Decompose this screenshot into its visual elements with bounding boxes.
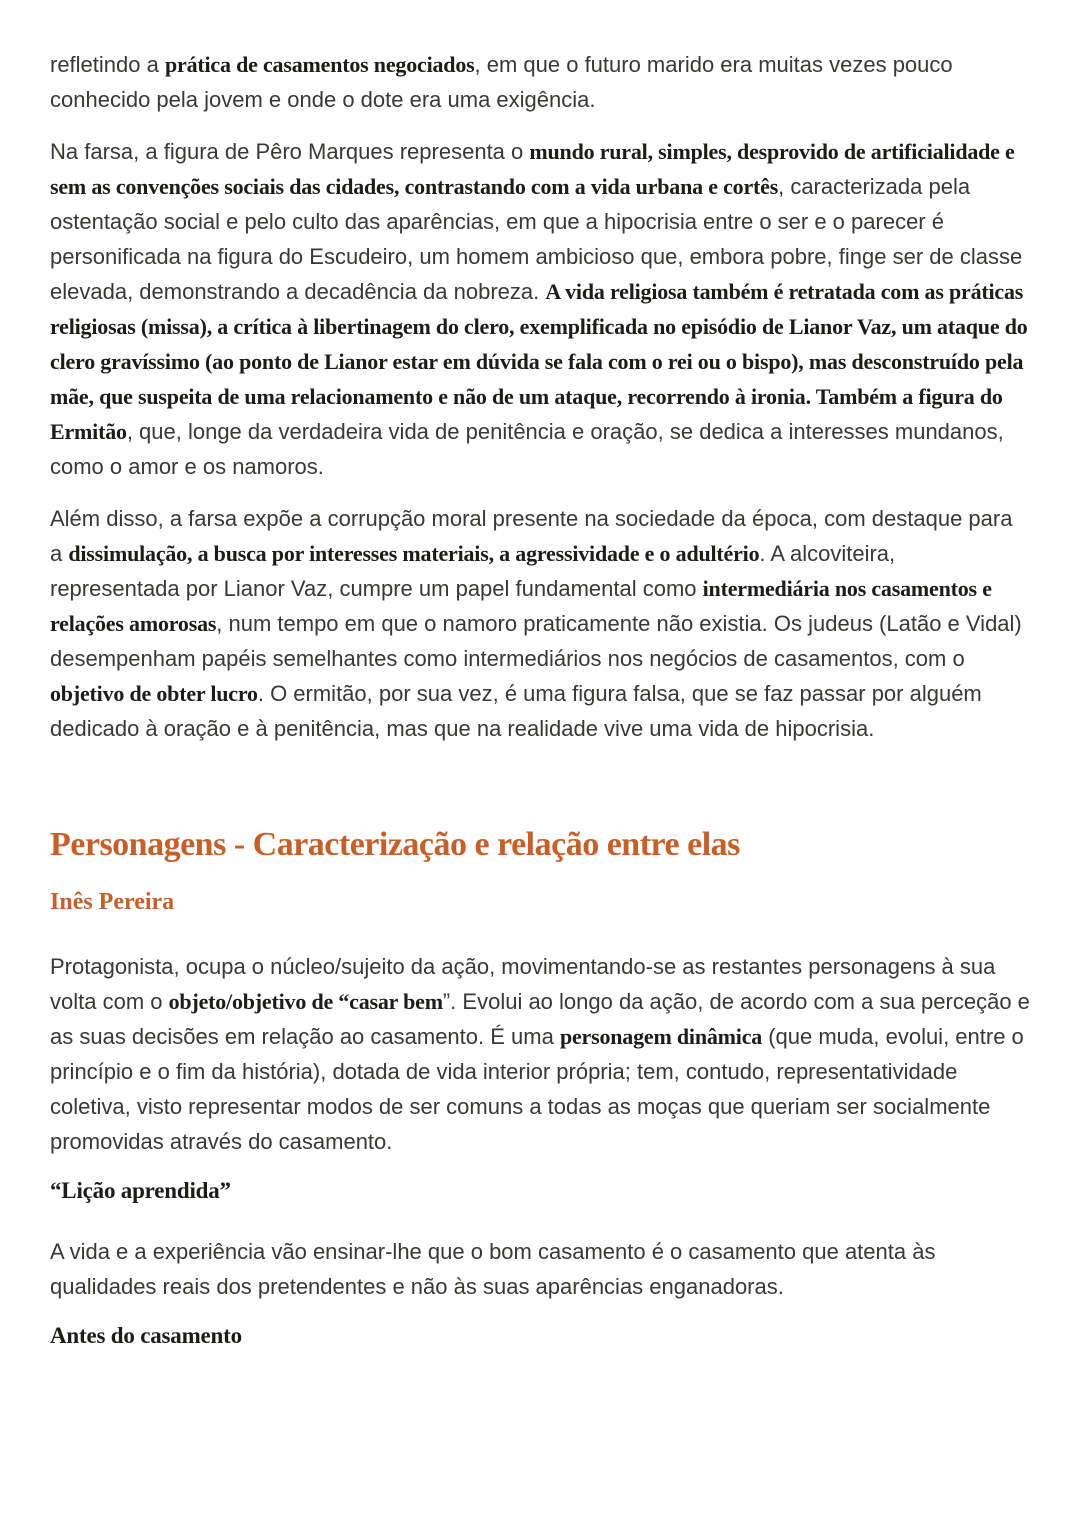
text-run: (que muda, evolui, entre o princípio e o fim da história), dotada de vida interior própria; tem, contudo, representatividade coletiva, visto representar modos de ser comuns a todas as moças que queriam ser socialmente promovidas através do casamento. [50, 1024, 1024, 1154]
text-run: Protagonista, ocupa o núcleo/sujeito da ação, movimentando-se as restantes personagens à sua volta com o [50, 954, 996, 1014]
bold-text-run: prática de casamentos negociados [164, 52, 475, 77]
text-run: , num tempo em que o namoro praticamente não existia. Os judeus (Latão e Vidal) desempenham papéis semelhantes como intermediários nos negócios de casamentos, com o [50, 611, 1022, 671]
bold-text-run: intermediária nos casamentos e relações amorosas [50, 576, 992, 636]
paragraph-casamentos-negociados [50, 47, 1030, 117]
text-run: . O ermitão, por sua vez, é uma figura falsa, que se faz passar por alguém dedicado à oração e à penitência, mas que na realidade vive uma vida de hipocrisia. [50, 681, 982, 741]
text-run: , que, longe da verdadeira vida de penitência e oração, se dedica a interesses mundanos, como o amor e os namoros. [50, 419, 1004, 479]
subheading-ines-pereira: Inês Pereira [50, 889, 175, 915]
paragraph-licao-aprendida [50, 1234, 1030, 1304]
bold-text-run: dissimulação, a busca por interesses materiais, a agressividade e o adultério [68, 541, 760, 566]
text-run: A vida e a experiência vão ensinar-lhe que o bom casamento é o casamento que atenta às qualidades reais dos pretendentes e não às suas aparências enganadoras. [50, 1239, 936, 1299]
text-run: Na farsa, a figura de Pêro Marques representa o [50, 139, 530, 164]
paragraph-corrupcao-moral [50, 501, 1030, 746]
section-heading-personagens: Personagens - Caracterização e relação entre elas [50, 826, 740, 863]
bold-text-run: A vida religiosa também é retratada com as práticas religiosas (missa), a crítica à libertinagem do clero, exemplificada no episódio de Lianor Vaz, um ataque do clero gravíssimo (ao ponto de Lianor estar em dúvida se fala com o rei ou o bispo), mas desconstruído pela mãe, que suspeita de uma relacionamento e não de um ataque, recorrendo à ironia. Também a figura do Ermitão [50, 279, 1028, 444]
text-run: , em que o futuro marido era muitas vezes pouco conhecido pela jovem e onde o dote era uma exigência. [50, 52, 953, 112]
subheading-licao-aprendida: “Lição aprendida” [50, 1178, 231, 1203]
bold-text-run: personagem dinâmica [559, 1024, 763, 1049]
bold-text-run: objetivo de obter lucro [50, 681, 258, 706]
paragraph-pero-marques [50, 134, 1030, 484]
paragraph-protagonista [50, 949, 1030, 1159]
text-run: Além disso, a farsa expõe a corrupção moral presente na sociedade da época, com destaque para a [50, 506, 1013, 566]
bold-text-run: mundo rural, simples, desprovido de artificialidade e sem as convenções sociais das cidades, contrastando com a vida urbana e cortês [50, 139, 1015, 199]
text-run: , caracterizada pela ostentação social e pelo culto das aparências, em que a hipocrisia entre o ser e o parecer é personificada na figura do Escudeiro, um homem ambicioso que, embora pobre, finge ser de classe elevada, demonstrando a decadência da nobreza. [50, 174, 1023, 304]
text-run: ”. Evolui ao longo da ação, de acordo com a sua perceção e as suas decisões em relação ao casamento. É uma [50, 989, 1030, 1049]
bold-text-run: objeto/objetivo de “casar bem [168, 989, 443, 1014]
text-run: refletindo a [50, 52, 165, 77]
subheading-antes-do-casamento: Antes do casamento [50, 1323, 242, 1348]
text-run: . A alcoviteira, representada por Lianor Vaz, cumpre um papel fundamental como [50, 541, 896, 601]
